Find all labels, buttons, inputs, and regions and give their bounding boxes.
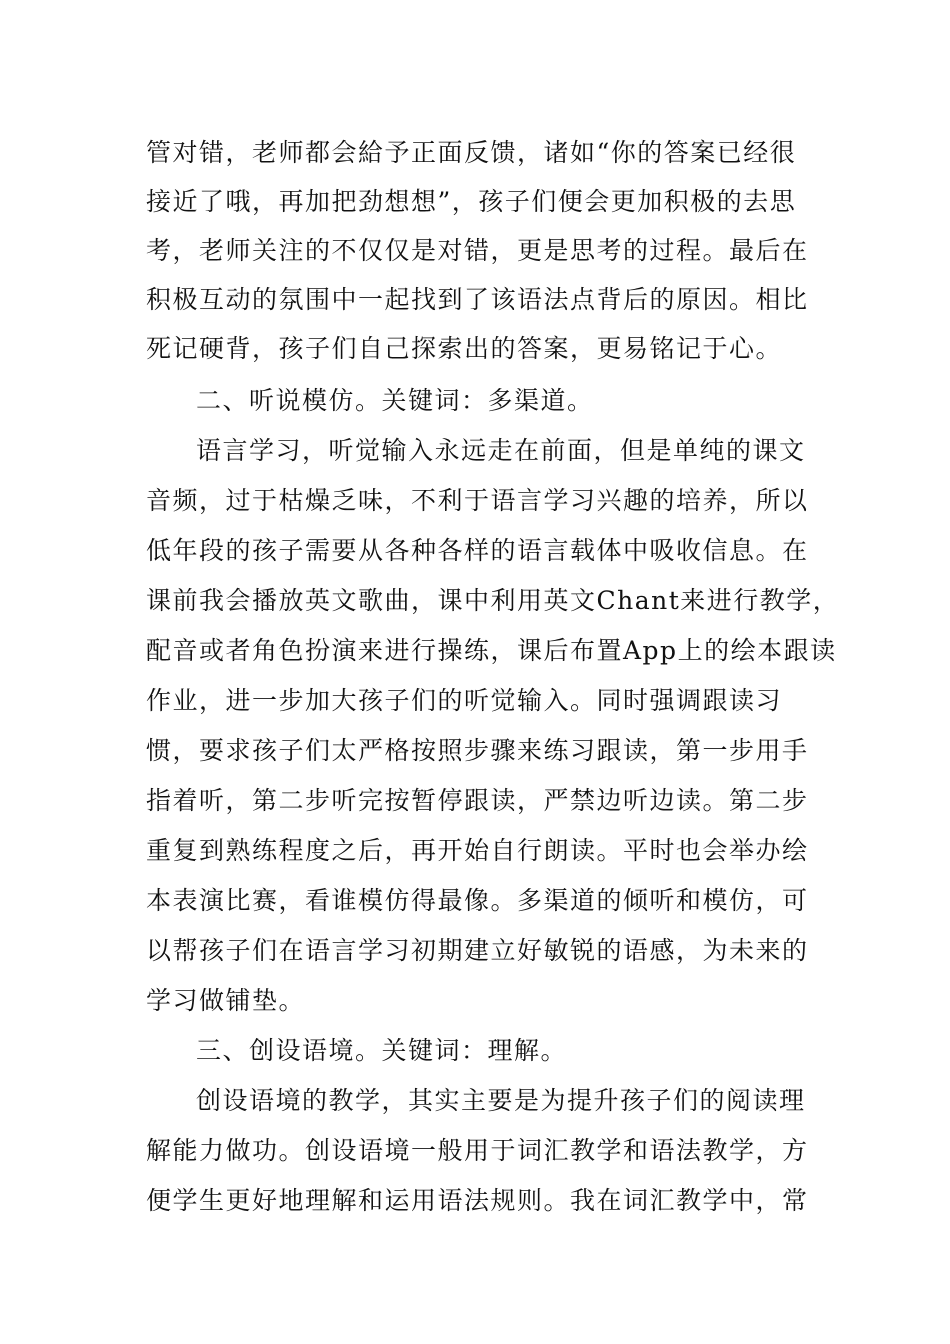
text-line: 配音或者角色扮演来进行操练，课后布置App上的绘本跟读 (146, 636, 837, 665)
text-line: 音频，过于枯燥乏味，不利于语言学习兴趣的培养，所以 (146, 486, 809, 515)
text-line: 积极互动的氛围中一起找到了该语法点背后的原因。相比 (146, 285, 809, 314)
text-line: 管对错，老师都会給予正面反馈，诸如“你的答案已经很 (146, 138, 797, 167)
text-line: 本表演比赛，看谁模仿得最像。多渠道的倾听和模仿，可 (146, 886, 809, 915)
text-line: 考，老师关注的不仅仅是对错，更是思考的过程。最后在 (146, 236, 809, 265)
text-line: 学习做铺垫。 (146, 986, 306, 1015)
text-line: 惯，要求孩子们太严格按照步骤来练习跟读，第一步用手 (146, 736, 809, 765)
text-line: 语言学习，听觉输入永远走在前面，但是单纯的课文 (196, 436, 806, 465)
text-line: 低年段的孩子需要从各种各样的语言载体中吸收信息。在 (146, 536, 809, 565)
section-heading: 二、听说模仿。关键词：多渠道。 (196, 386, 594, 415)
text-line: 指着听，第二步听完按暂停跟读，严禁边听边读。第二步 (146, 786, 809, 815)
text-line: 解能力做功。创设语境一般用于词汇教学和语法教学，方 (146, 1136, 809, 1165)
text-line: 课前我会播放英文歌曲，课中利用英文Chant来进行教学， (146, 586, 840, 615)
text-line: 以帮孩子们在语言学习初期建立好敏锐的语感，为未来的 (146, 936, 809, 965)
text-line: 作业，进一步加大孩子们的听觉输入。同时强调跟读习 (146, 686, 783, 715)
text-line: 创设语境的教学，其实主要是为提升孩子们的阅读理 (196, 1086, 806, 1115)
text-line: 便学生更好地理解和运用语法规则。我在词汇教学中，常 (146, 1186, 809, 1215)
section-heading: 三、创设语境。关键词：理解。 (196, 1036, 568, 1065)
text-line: 接近了哦，再加把劲想想”，孩子们便会更加积极的去思 (146, 187, 797, 216)
text-line: 重复到熟练程度之后，再开始自行朗读。平时也会举办绘 (146, 836, 809, 865)
text-line: 死记硬背，孩子们自己探索出的答案，更易铭记于心。 (146, 334, 783, 363)
